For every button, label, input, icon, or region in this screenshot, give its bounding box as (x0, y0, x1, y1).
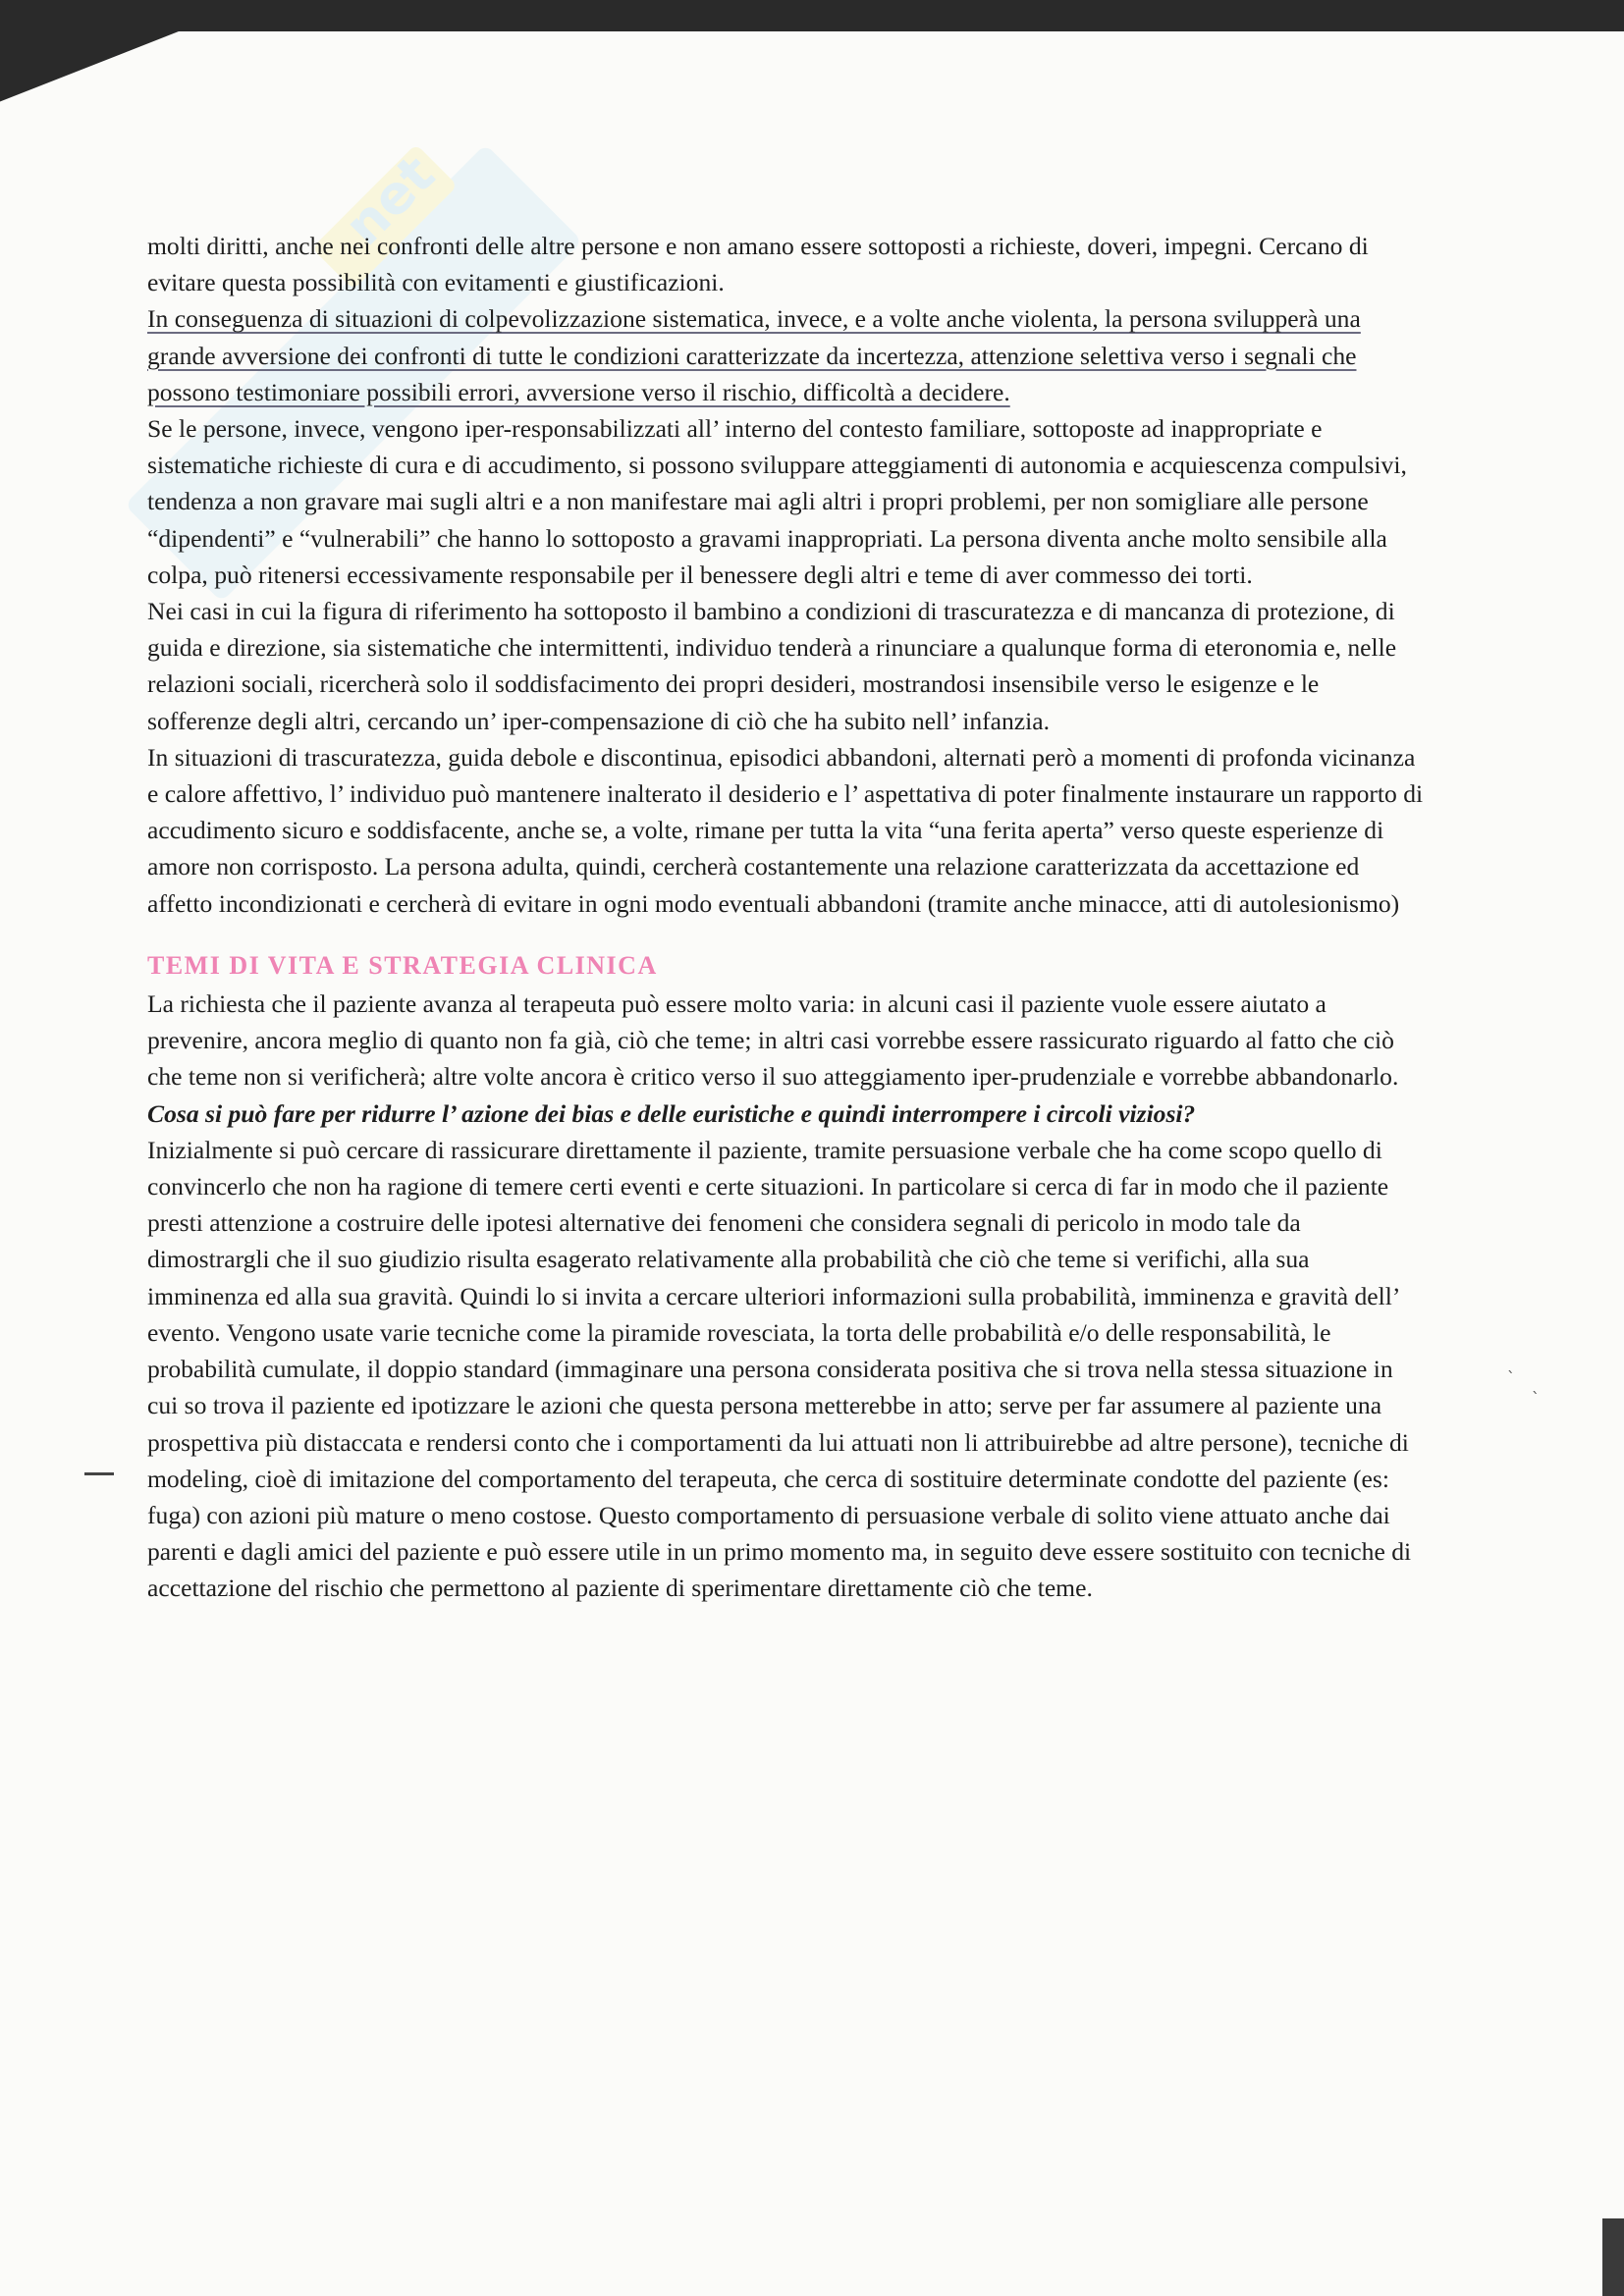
section-title: TEMI DI VITA E STRATEGIA CLINICA (147, 950, 658, 980)
paragraph: Nei casi in cui la figura di riferimento ha sottoposto il bambino a condizioni di trascuratezza e di mancanza di protezione, di guida e direzione, sia sistematiche che intermittenti, individuo tenderà a rinunciare a qualunque forma di eteronomia e, nelle relazioni sociali, ricercherà solo il soddisfacimento dei propri desideri, mostrandosi insensibile verso le esigenze e le sofferenze degli altri, cercando un’ iper-compensazione di ciò che ha subito nell’ infanzia. (147, 597, 1397, 735)
paragraph: Se le persone, invece, vengono iper-responsabilizzati all’ interno del contesto familiare, sottoposte ad inappropriate e sistematiche richieste di cura e di accudimento, si possono sviluppare atteggiamenti di autonomia e acquiescenza compulsivi, tendenza a non gravare mai sugli altri e a non manifestare mai agli altri i propri problemi, per non somigliare alle persone “dipendenti” e “vulnerabili” che hanno lo sottoposto a gravami inappropriati. La persona diventa anche molto sensibile alla colpa, può ritenersi eccessivamente responsabile per il benessere degli altri e teme di aver commesso dei torti. (147, 414, 1407, 589)
margin-dash-mark (84, 1472, 114, 1475)
paragraph: In situazioni di trascuratezza, guida debole e discontinua, episodici abbandoni, alternati però a momenti di profonda vicinanza e calore affettivo, l’ individuo può mantenere inalterato il desiderio e l’ aspettativa di poter finalmente instaurare un rapporto di accudimento sicuro e soddisfacente, anche se, a volte, rimane per tutta la vita “una ferita aperta” verso queste esperienze di amore non corrisposto. La persona adulta, quindi, cercherà costantemente una relazione caratterizzata da accettazione ed affetto incondizionati e cercherà di evitare in ogni modo eventuali abbandoni (tramite anche minacce, atti di autolesionismo) (147, 742, 1424, 918)
stray-mark: ˎ (1507, 1355, 1515, 1373)
document-body (147, 228, 1424, 1607)
paragraph: molti diritti, anche nei confronti delle altre persone e non amano essere sottoposti a richieste, doveri, impegni. Cercano di evitare questa possibilità con evitamenti e giustificazioni. (147, 232, 1369, 297)
scan-edge (1602, 2218, 1624, 2296)
stray-mark: ` (1532, 1389, 1540, 1408)
paragraph: In conseguenza di situazioni di colpevolizzazione sistematica, invece, e a volte anche violenta, la persona svilupperà una grande avversione dei confronti di tutte le condizioni caratterizzate da incertezza, attenzione selettiva verso i segnali che possono testimoniare possibili errori, avversione verso il rischio, difficoltà a decidere. (147, 304, 1361, 406)
section-intro: La richiesta che il paziente avanza al terapeuta può essere molto varia: in alcuni casi il paziente vuole essere aiutato a prevenire, ancora meglio di quanto non fa già, ciò che teme; in altri casi vorrebbe essere rassicurato riguardo al fatto che ciò che teme non si verificherà; altre volte ancora è critico verso il suo atteggiamento iper-prudenziale e vorrebbe abbandonarlo. (147, 989, 1399, 1092)
question-heading: Cosa si può fare per ridurre l’ azione dei bias e delle euristiche e quindi interrompere i circoli viziosi? (147, 1098, 1196, 1128)
final-paragraph: Inizialmente si può cercare di rassicurare direttamente il paziente, tramite persuasione verbale che ha come scopo quello di convincerlo che non ha ragione di temere certi eventi e certe situazioni. In particolare si cerca di far in modo che il paziente presti attenzione a costruire delle ipotesi alternative dei fenomeni che considera segnali di pericolo in modo tale da dimostrargli che il suo giudizio risulta esagerato relativamente alla probabilità che ciò che teme si verifichi, alla sua imminenza ed alla sua gravità. Quindi lo si invita a cercare ulteriori informazioni sulla probabilità, imminenza e gravità dell’ evento. Vengono usate varie tecniche come la piramide rovesciata, la torta delle probabilità e/o delle responsabilità, le probabilità cumulate, il doppio standard (immaginare una persona considerata positiva che si trova nella stessa situazione in cui so trova il paziente ed ipotizzare le azioni che questa persona metterebbe in atto; serve per far assumere al paziente una prospettiva più distaccata e rendersi conto che i comportamenti da lui attuati non li attribuirebbe ad altre persone), tecniche di modeling, cioè di imitazione del comportamento del terapeuta, che cerca di sostituire determinate condotte del paziente (es: fuga) con azioni più mature o meno costose. Questo comportamento di persuasione verbale di solito viene attuato anche dai parenti e dagli amici del paziente e può essere utile in un primo momento ma, in seguito deve essere sostituito con tecniche di accettazione del rischio che permettono al paziente di sperimentare direttamente ciò che teme. (147, 1135, 1412, 1603)
